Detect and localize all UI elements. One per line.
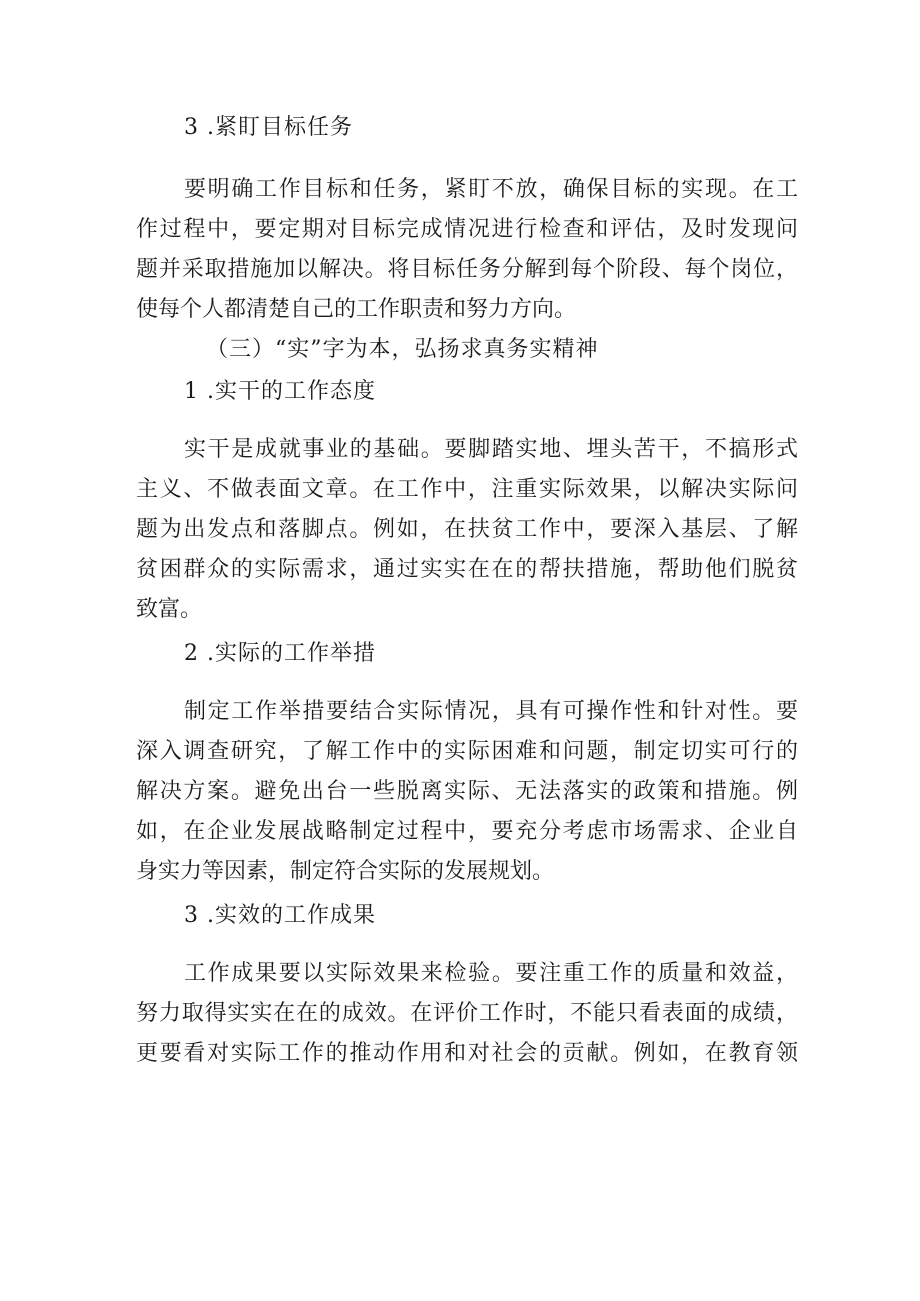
paragraph-line: 深入调查研究，了解工作中的实际困难和问题，制定切实可行的	[136, 739, 798, 764]
paragraph-line: 要明确工作目标和任务，紧盯不放，确保目标的实现。在工	[184, 177, 798, 202]
subheading-work-results: 3 .实效的工作成果	[184, 903, 376, 928]
paragraph-work-measures	[136, 692, 798, 892]
paragraph-line: 身实力等因素，制定符合实际的发展规划。	[136, 859, 555, 884]
paragraph-line: 主义、不做表面文章。在工作中，注重实际效果，以解决实际问	[136, 477, 798, 502]
paragraph-line: 努力取得实实在在的成效。在评价工作时，不能只看表面的成绩，	[136, 1001, 798, 1026]
paragraph-line: 如，在企业发展战略制定过程中，要充分考虑市场需求、企业自	[136, 819, 798, 844]
paragraph-line: 解决方案。避免出台一些脱离实际、无法落实的政策和措施。例	[136, 779, 798, 804]
paragraph-line: 致富。	[136, 597, 203, 622]
paragraph-line: 作过程中，要定期对目标完成情况进行检查和评估，及时发现问	[136, 217, 798, 242]
paragraph-line: 工作成果要以实际效果来检验。要注重工作的质量和效益，	[184, 961, 798, 986]
paragraph-target-tasks	[136, 170, 798, 330]
paragraph-line: 题并采取措施加以解决。将目标任务分解到每个阶段、每个岗位，	[136, 257, 798, 282]
paragraph-line: 题为出发点和落脚点。例如，在扶贫工作中，要深入基层、了解	[136, 517, 798, 542]
paragraph-work-results	[136, 954, 798, 1074]
paragraph-work-attitude	[136, 430, 798, 630]
paragraph-line: 实干是成就事业的基础。要脚踏实地、埋头苦干，不搞形式	[184, 437, 798, 462]
document-body	[136, 108, 798, 1074]
paragraph-line: 制定工作举措要结合实际情况，具有可操作性和针对性。要	[184, 699, 798, 724]
subheading-target-tasks: 3 .紧盯目标任务	[184, 115, 353, 140]
paragraph-line: 使每个人都清楚自己的工作职责和努力方向。	[136, 297, 577, 322]
paragraph-line: 贫困群众的实际需求，通过实实在在的帮扶措施，帮助他们脱贫	[136, 557, 798, 582]
section-heading-shi: （三）“实”字为本，弘扬求真务实精神	[206, 337, 599, 362]
subheading-work-attitude: 1 .实干的工作态度	[184, 379, 376, 404]
subheading-work-measures: 2 .实际的工作举措	[184, 641, 376, 666]
paragraph-line: 更要看对实际工作的推动作用和对社会的贡献。例如，在教育领	[136, 1041, 798, 1066]
